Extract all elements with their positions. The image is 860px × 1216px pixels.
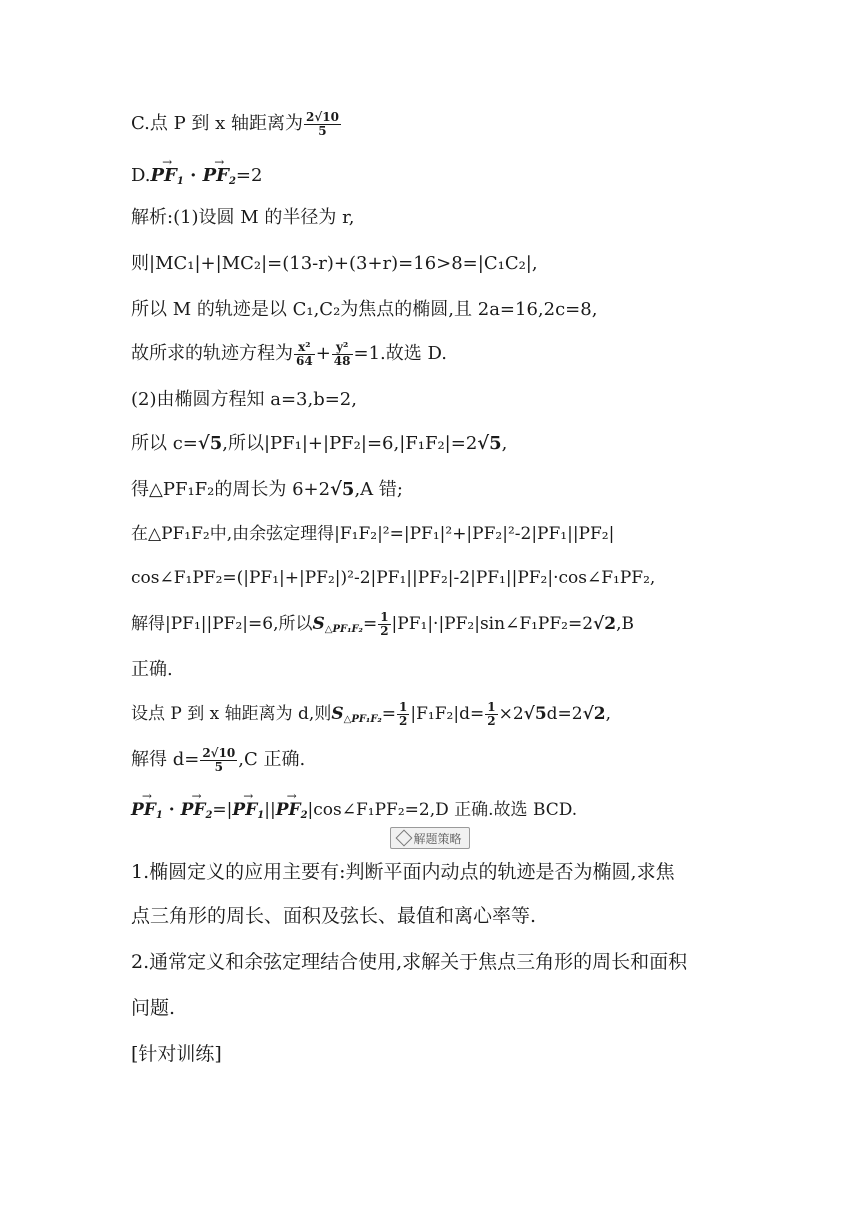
solution-line: 解析:(1)设圆 M 的半径为 r, [131,207,355,228]
strategy-line: 点三角形的周长、面积及弦长、最值和离心率等. [131,905,537,927]
solution-line: 解得|PF₁||PF₂|=6,所以$S_{\triangle PF_1F_2}=$ $\frac{1}{2}$ |PF₁|·|PF₂|sin∠F₁PF₂=2√2,B [131,610,634,638]
fraction: $\frac{2√10}{5}$ [202,745,236,774]
vector-pf2: → $PF_2$ [276,796,308,830]
vector-pf1: → $PF_1$ [232,796,264,830]
fraction: $\frac{1}{2}$ [380,610,389,638]
strategy-line: 2.通常定义和余弦定理结合使用,求解关于焦点三角形的周长和面积 [131,951,688,973]
solution-line: cos∠F₁PF₂=(|PF₁|+|PF₂|)²-2|PF₁||PF₂|-2|PF₁||PF₂|·cos∠F₁PF₂, [131,568,656,588]
strategy-badge: 解题策略 [390,827,470,849]
solution-line: 解得 d= $\frac{2√10}{5}$ ,C 正确. [131,745,306,774]
vector-pf1: → $PF_1$ [131,796,163,830]
solution-line: 设点 P 到 x 轴距离为 d,则$S_{\triangle PF_1F_2}=$ $\frac{1}{2}$ |F₁F₂|d= $\frac{1}{2}$ ×2√5d=2√2, [131,700,612,728]
strategy-line: 问题. [131,997,176,1019]
fraction: $\frac{2√10}{5}$ [306,109,339,138]
fraction: $\frac{\text{y²}}{48}$ [333,339,351,368]
solution-line: 则|MC₁|+|MC₂|=(13-r)+(3+r)=16>8=|C₁C₂|, [131,253,538,274]
solution-line: 所以 c=√5,所以|PF₁|+|PF₂|=6,|F₁F₂|=2√5, [131,433,508,454]
option-d: $D.\to PF_1$ · → $PF_2=2$ [131,162,262,196]
solution-line: 所以 M 的轨迹是以 C₁,C₂为焦点的椭圆,且 2a=16,2c=8, [131,299,598,320]
solution-line: → $PF_1$ · → $PF_2=|\to PF_1||\to$ $PF_2|\cos\angle F_1PF_2=2,D$ 正确.故选 BCD. [131,796,577,830]
vector-pf2: → $PF_2$ [181,796,213,830]
strategy-line: 1.椭圆定义的应用主要有:判断平面内动点的轨迹是否为椭圆,求焦 [131,861,675,883]
solution-line: 得△PF₁F₂的周长为 6+2√5,A 错; [131,479,403,500]
fraction: $\frac{\text{x²}}{64}$ [296,339,313,368]
fraction: $\frac{1}{2}$ [399,700,408,728]
option-c: C.点 P 到 x 轴距离为 $\frac{2√10}{5}$ [131,109,339,138]
solution-line: 正确. [131,659,173,680]
solution-line: 在△PF₁F₂中,由余弦定理得|F₁F₂|²=|PF₁|²+|PF₂|²-2|PF₁||PF₂| [131,524,615,544]
training-heading: [针对训练] [131,1043,222,1065]
solution-line: (2)由椭圆方程知 a=3,b=2, [131,389,357,410]
vector-pf1: → $PF_1$ [151,162,184,196]
vector-pf2: → $PF_2$ [203,162,236,196]
solution-line: 故所求的轨迹方程为 $\frac{\text{x²}}{64}$ + $\frac{\text{y²}}{48}$ =1.故选 D. [131,339,447,368]
pencil-icon [396,830,413,847]
fraction: $\frac{1}{2}$ [487,700,496,728]
